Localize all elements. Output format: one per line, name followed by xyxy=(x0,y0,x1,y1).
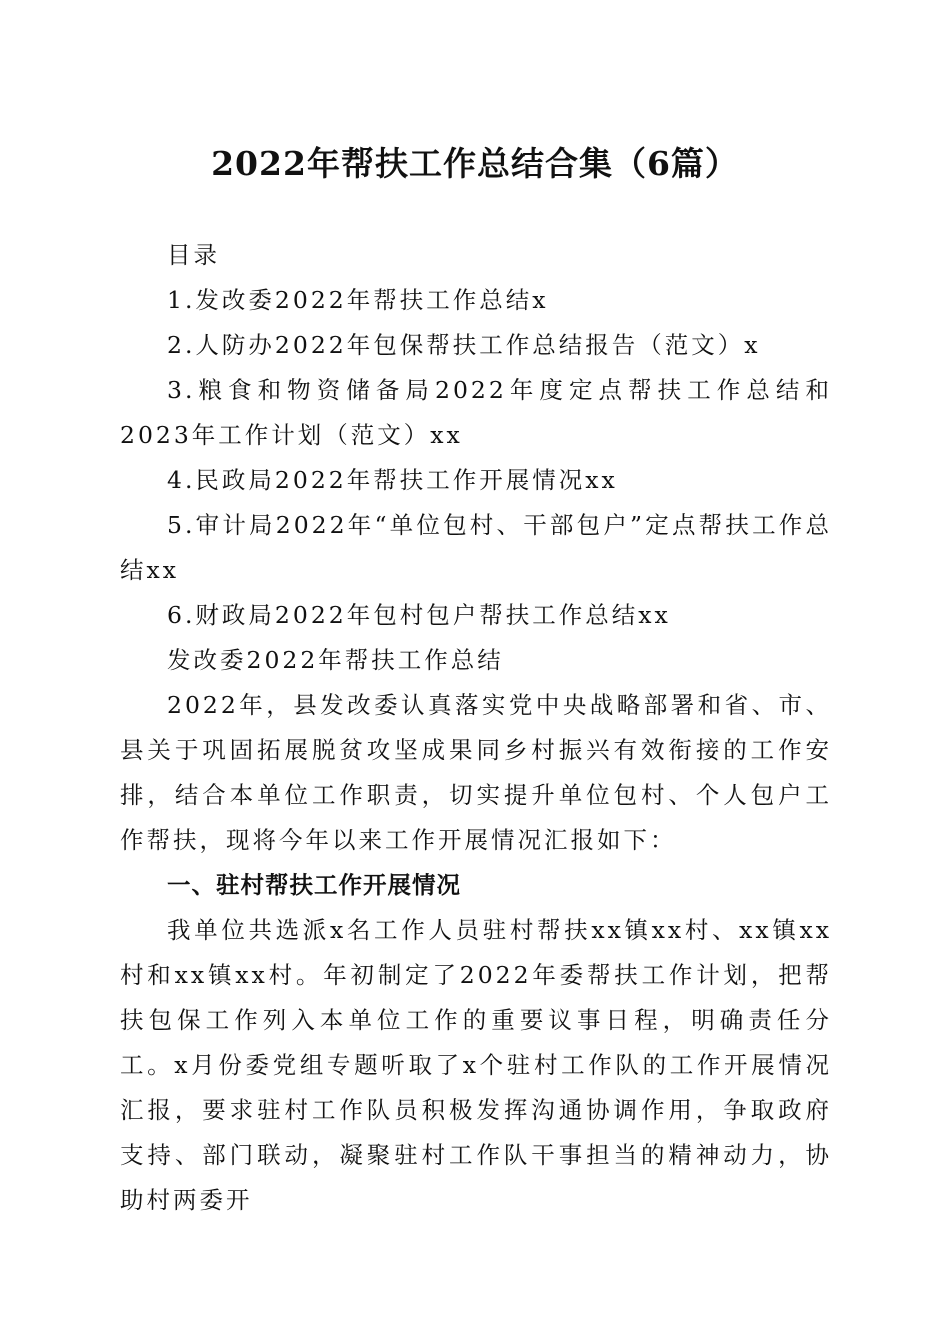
toc-item-4: 4.民政局2022年帮扶工作开展情况xx xyxy=(167,466,618,494)
toc-item-2: 2.人防办2022年包保帮扶工作总结报告（范文）x xyxy=(167,331,761,359)
section-body: 我单位共选派x名工作人员驻村帮扶xx镇xx村、xx镇xx村和xx镇xx村。年初制定了2022年委帮扶工作计划，把帮扶包保工作列入本单位工作的重要议事日程，明确责任分工。x月份委党组专题听取了x个驻村工作队的工作开展情况汇报，要求驻村工作队员积极发挥沟通协调作用，争取政府支持、部门联动，凝聚驻村工作队干事担当的精神动力，协助村两委开 xyxy=(120,916,832,1214)
article-title: 发改委2022年帮扶工作总结 xyxy=(167,646,504,674)
section-heading: 一、驻村帮扶工作开展情况 xyxy=(167,871,461,899)
toc-item-5: 5.审计局2022年“单位包村、干部包户”定点帮扶工作总结xx xyxy=(120,511,832,584)
toc-item-1: 1.发改委2022年帮扶工作总结x xyxy=(167,286,549,314)
document-title: 2022年帮扶工作总结合集（6篇） xyxy=(211,144,739,183)
toc-item-6: 6.财政局2022年包村包户帮扶工作总结xx xyxy=(167,601,671,629)
toc-heading: 目录 xyxy=(167,241,220,269)
toc-item-3: 3.粮食和物资储备局2022年度定点帮扶工作总结和2023年工作计划（范文）xx xyxy=(120,376,832,449)
document-body xyxy=(120,233,832,1223)
article-intro: 2022年，县发改委认真落实党中央战略部署和省、市、县关于巩固拓展脱贫攻坚成果同乡村振兴有效衔接的工作安排，结合本单位工作职责，切实提升单位包村、个人包户工作帮扶，现将今年以来工作开展情况汇报如下： xyxy=(120,691,832,854)
